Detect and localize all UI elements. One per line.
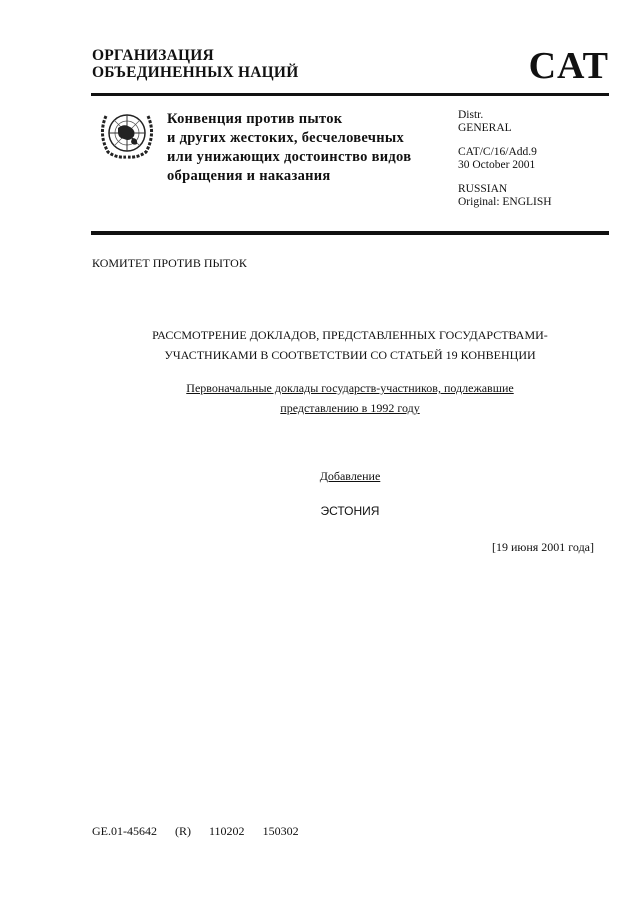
distr-label: Distr. xyxy=(458,109,484,121)
convention-line-4: обращения и наказания xyxy=(167,168,331,184)
document-metadata xyxy=(458,109,552,220)
footer-date-1: 110202 xyxy=(209,824,245,838)
doc-language: RUSSIAN xyxy=(458,183,508,195)
top-divider xyxy=(91,93,609,96)
initial-line-1: Первоначальные доклады государств-участников, подлежавшие xyxy=(186,381,514,395)
document-symbol-heading: CAT xyxy=(528,45,609,87)
convention-line-3: или унижающих достоинство видов xyxy=(167,149,412,165)
bottom-divider xyxy=(91,231,609,235)
convention-line-2: и других жестоких, бесчеловечных xyxy=(167,130,405,146)
convention-title xyxy=(167,110,411,186)
doc-date: 30 October 2001 xyxy=(458,159,536,171)
distr-value: GENERAL xyxy=(458,122,512,134)
committee-name: КОМИТЕТ ПРОТИВ ПЫТОК xyxy=(92,256,247,270)
symbol-group xyxy=(458,146,552,172)
organization-line-2: ОБЪЕДИНЕННЫХ НАЦИЙ xyxy=(92,64,299,81)
job-number: GE.01-45642 xyxy=(92,824,157,838)
revision-mark: (R) xyxy=(175,824,191,838)
country-name: ЭСТОНИЯ xyxy=(320,504,380,518)
distribution-group xyxy=(458,109,552,135)
review-heading xyxy=(91,325,609,365)
footer-date-2: 150302 xyxy=(262,824,299,838)
doc-symbol: CAT/C/16/Add.9 xyxy=(458,146,537,158)
footer-job-info xyxy=(92,824,313,838)
organization-name xyxy=(92,47,298,81)
report-date: [19 июня 2001 года] xyxy=(491,540,594,554)
organization-line-1: ОРГАНИЗАЦИЯ xyxy=(92,47,214,64)
original-language: Original: ENGLISH xyxy=(458,196,552,208)
initial-reports-subheading xyxy=(91,378,609,418)
review-line-2: УЧАСТНИКАМИ В СООТВЕТСТВИИ СО СТАТЬЕЙ 19 КОНВЕНЦИИ xyxy=(164,348,536,362)
addendum-label: Добавление xyxy=(319,469,381,483)
un-emblem-icon xyxy=(96,108,158,160)
review-line-1: РАССМОТРЕНИЕ ДОКЛАДОВ, ПРЕДСТАВЛЕННЫХ ГОСУДАРСТВАМИ- xyxy=(152,328,548,342)
language-group xyxy=(458,183,552,209)
convention-line-1: Конвенция против пыток xyxy=(167,111,343,127)
initial-line-2: представлению в 1992 году xyxy=(280,401,420,415)
